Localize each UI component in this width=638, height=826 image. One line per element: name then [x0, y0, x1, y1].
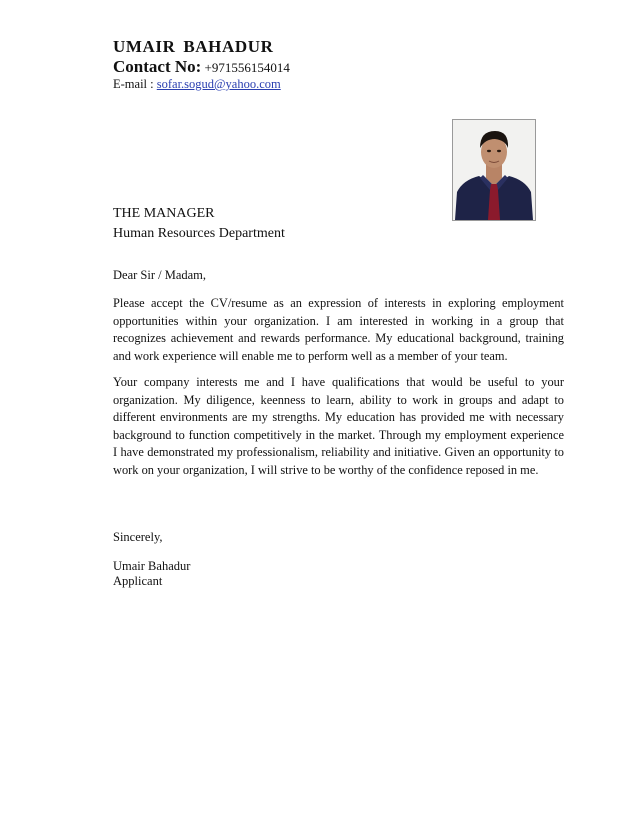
contact-line [113, 57, 290, 77]
email-line [113, 77, 281, 92]
body-paragraph-2: Your company interests me and I have qualifications that would be useful to your organization. My diligence, keenness to learn, ability to work in groups and adapt to different environments are my strengths. My education has provided me with necessary background to function competitively in the market. Through my employment experience I have demonstrated my professionalism, reliability and initiative. Given an opportunity to work on your organization, I will strive to be worthy of the confidence reposed in me. [113, 375, 564, 477]
signature-block [113, 559, 190, 589]
applicant-name: UMAIR BAHADUR [113, 37, 274, 56]
body-paragraph-1: Please accept the CV/resume as an expression of interests in exploring employment opportunities within your organization. I am interested in working in a group that recognizes achievement and rewards performance. My educational background, training and work experience will enable me to perform well as a member of your team. [113, 296, 564, 363]
email-link[interactable]: sofar.sogud@yahoo.com [156, 77, 281, 91]
closing: Sincerely, [113, 530, 163, 544]
signature-name: Umair Bahadur [113, 559, 191, 573]
applicant-photo-icon [452, 119, 536, 221]
signature-title: Applicant [113, 574, 163, 588]
recipient-block [113, 204, 285, 244]
contact-number: +971556154014 [204, 60, 290, 75]
email-label: E-mail : [113, 77, 157, 91]
contact-label: Contact No: [113, 57, 202, 76]
recipient-department: Human Resources Department [113, 226, 285, 241]
salutation: Dear Sir / Madam, [113, 268, 207, 282]
recipient-title: THE MANAGER [113, 206, 215, 221]
